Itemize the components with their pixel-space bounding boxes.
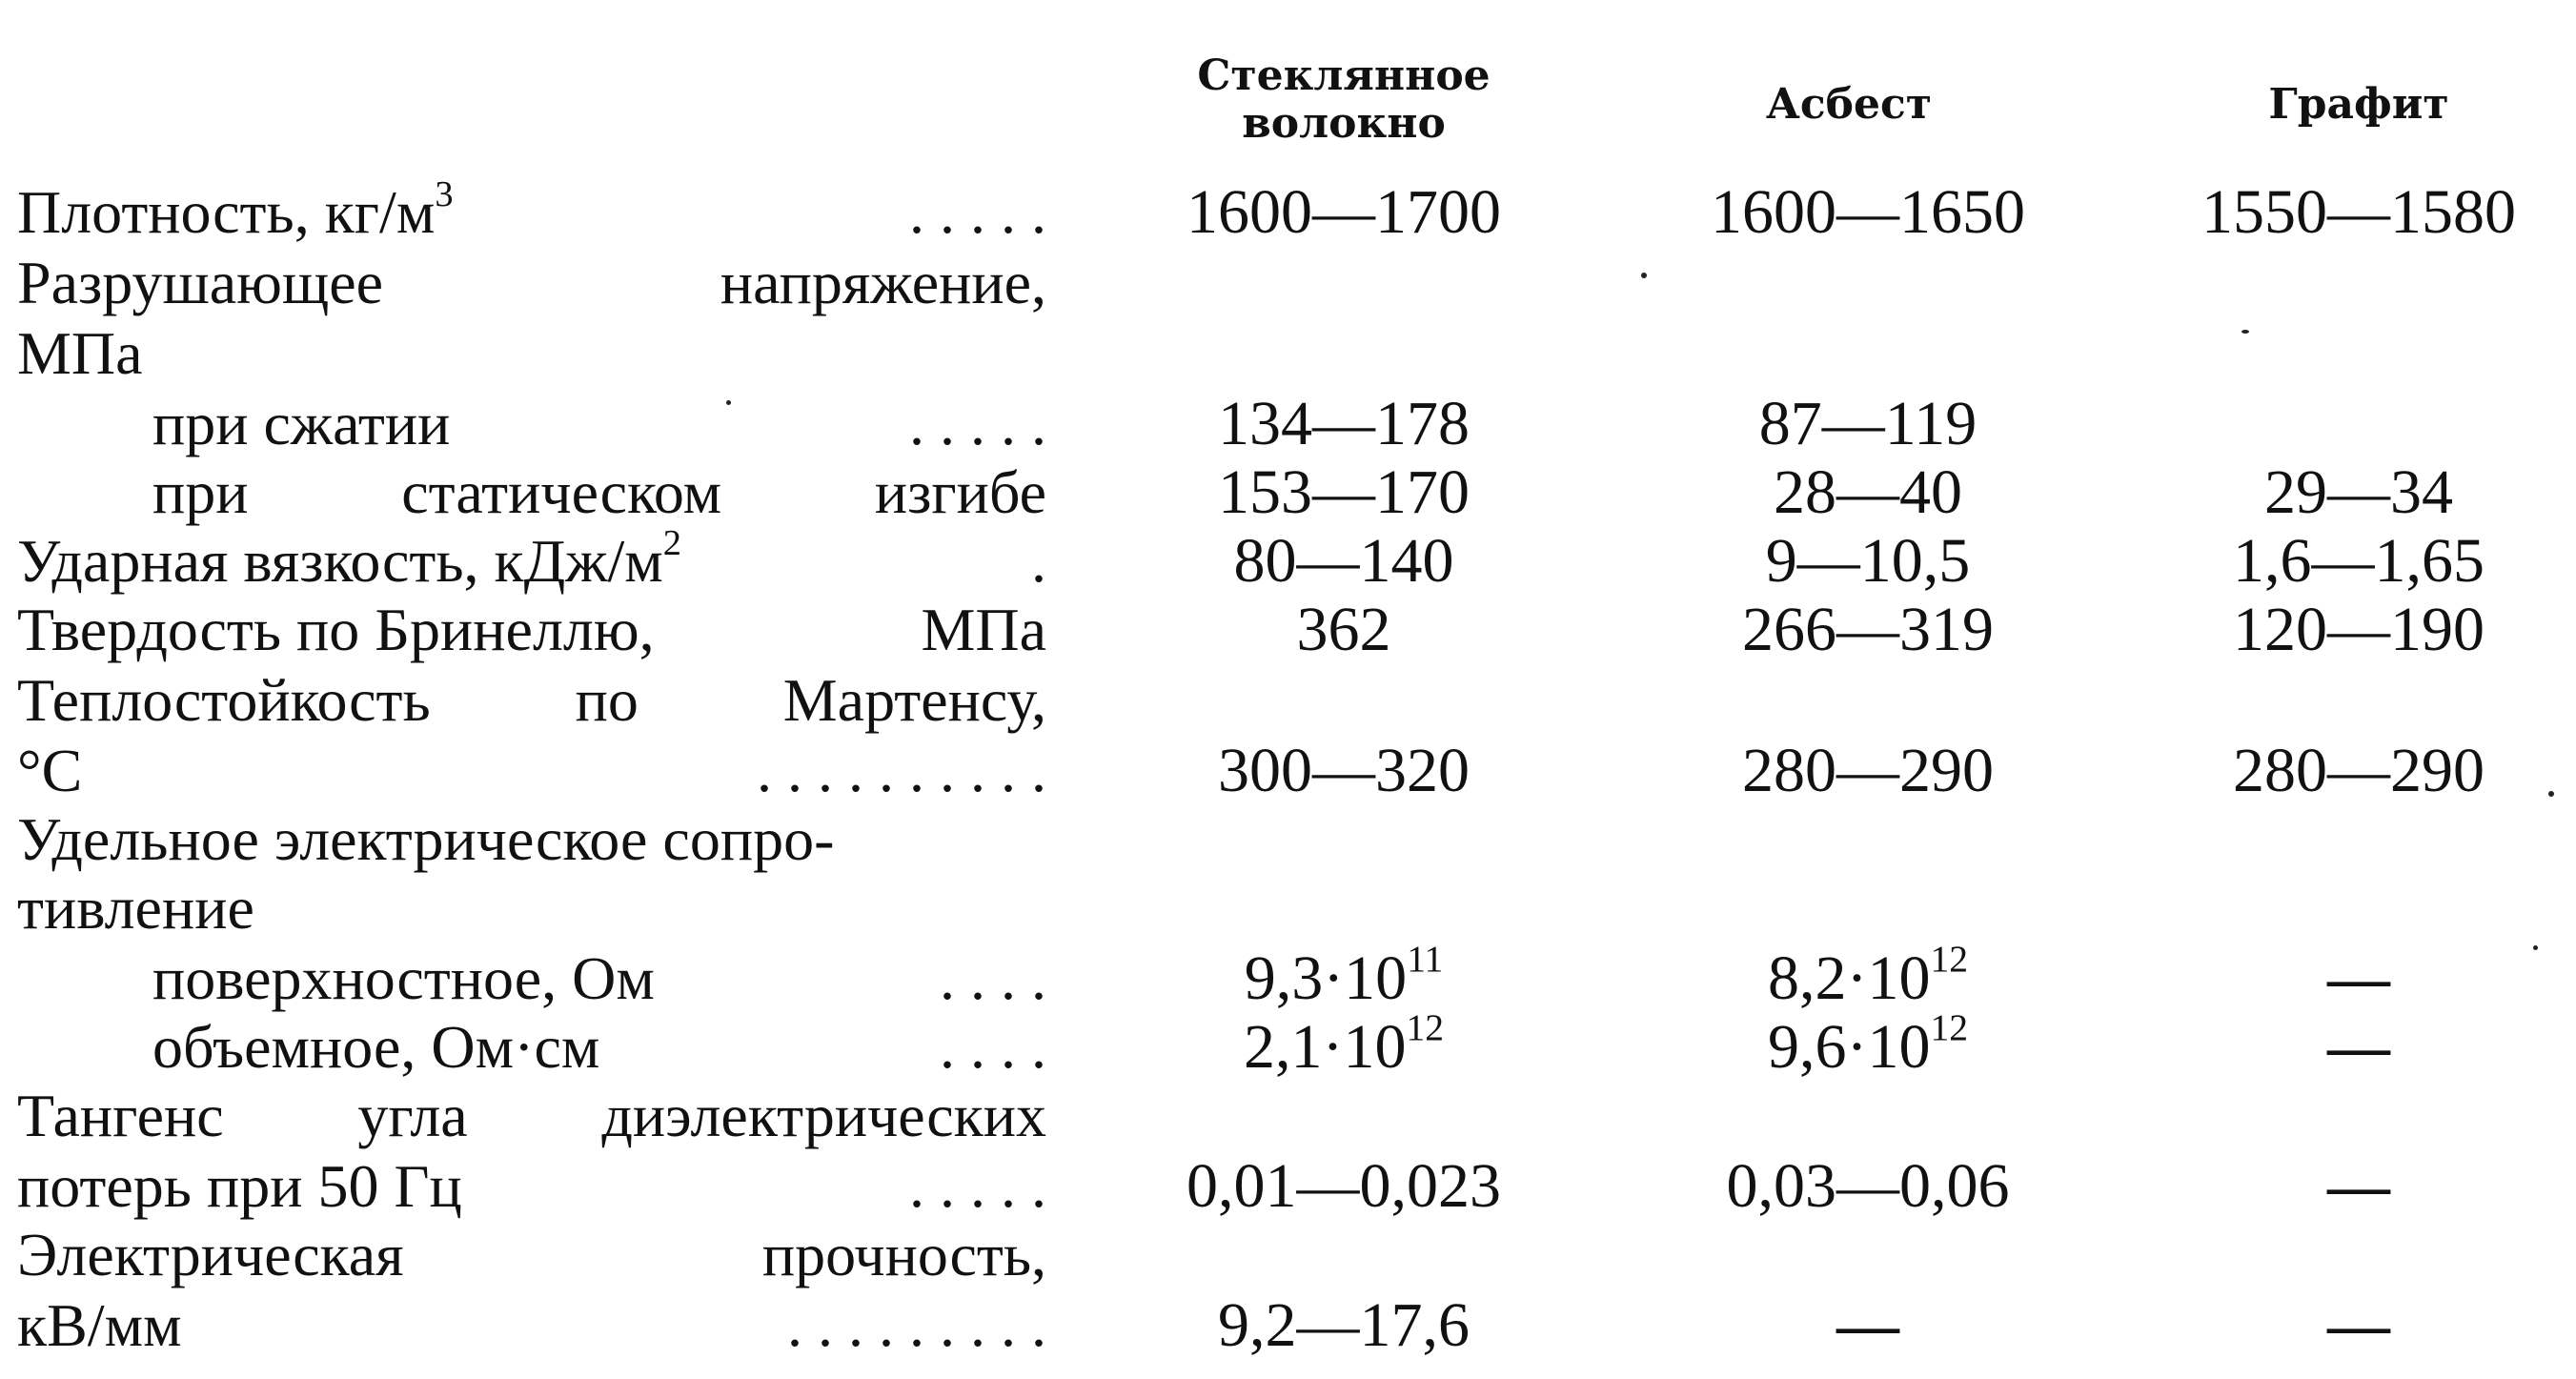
scan-speck xyxy=(2241,330,2249,334)
value-volume-graphite: — xyxy=(2327,1012,2390,1082)
value-electric-strength-asbestos: — xyxy=(1836,1290,1899,1360)
scan-speck xyxy=(726,400,731,405)
label-martens-heat xyxy=(17,667,1046,734)
value-surface-asbestos-base: 8,2·10 xyxy=(1767,943,1931,1013)
value-martens-heat-graphite: 280—290 xyxy=(2233,736,2485,805)
label-dielectric-loss-word2: угла xyxy=(357,1082,468,1149)
value-volume-asbestos-exp: 12 xyxy=(1930,1006,1969,1049)
value-density-asbestos: 1600—1650 xyxy=(1711,177,2025,247)
value-surface-graphite: — xyxy=(2327,943,2390,1013)
label-static-bending xyxy=(152,459,1046,526)
value-impact-strength-graphite: 1,6—1,65 xyxy=(2233,526,2485,596)
scan-speck xyxy=(2548,791,2554,797)
label-resistivity-line1: Удельное электрическое сопро- xyxy=(17,805,835,873)
value-dielectric-loss-asbestos: 0,03—0,06 xyxy=(1726,1151,2010,1221)
label-electric-strength-word1: Электрическая xyxy=(17,1221,404,1288)
label-density-sup: 3 xyxy=(435,173,454,214)
label-martens-heat-word1: Теплостойкость xyxy=(17,666,431,734)
scan-speck xyxy=(1641,273,1647,278)
value-volume-asbestos xyxy=(1620,1006,2116,1082)
label-electric-strength xyxy=(17,1222,1046,1288)
label-dielectric-loss-word3: диэлектрических xyxy=(601,1082,1046,1149)
label-breaking-stress-word1: Разрушающее xyxy=(17,249,384,316)
label-static-bending-word3: изгибе xyxy=(874,458,1046,526)
value-impact-strength-asbestos: 9—10,5 xyxy=(1765,526,1971,596)
leader-dots: . . . . . xyxy=(909,178,1046,246)
label-martens-heat-unit-text: °С xyxy=(17,737,83,804)
label-density xyxy=(17,173,1046,246)
value-compression-glass: 134—178 xyxy=(1218,389,1470,458)
header-glass-line1: Стеклянное xyxy=(1197,51,1491,100)
label-dielectric-loss xyxy=(17,1083,1046,1149)
label-impact-strength-sup: 2 xyxy=(662,522,681,563)
value-dielectric-loss-glass: 0,01—0,023 xyxy=(1187,1151,1501,1221)
value-density-glass: 1600—1700 xyxy=(1187,177,1501,247)
scan-speck xyxy=(2533,945,2538,950)
label-martens-heat-word3: Мартенсу, xyxy=(782,666,1046,734)
label-surface xyxy=(152,945,1046,1012)
value-brinell-hardness-asbestos: 266—319 xyxy=(1742,595,1994,664)
value-static-bending-glass: 153—170 xyxy=(1218,457,1470,527)
label-static-bending-word2: статическом xyxy=(401,458,722,526)
label-electric-strength-unit-text: кВ/мм xyxy=(17,1291,182,1359)
label-dielectric-loss-line2 xyxy=(17,1153,1046,1220)
label-impact-strength-text: Ударная вязкость, кДж/м xyxy=(17,527,663,595)
label-volume xyxy=(152,1014,1046,1081)
value-electric-strength-glass: 9,2—17,6 xyxy=(1218,1290,1470,1360)
leader-dots: . . . . . . . . . xyxy=(787,1291,1046,1359)
value-martens-heat-glass: 300—320 xyxy=(1218,736,1470,805)
header-graphite: Графит xyxy=(2268,80,2449,129)
label-brinell-hardness xyxy=(17,597,1046,663)
value-surface-asbestos-exp: 12 xyxy=(1930,938,1969,981)
value-impact-strength-glass: 80—140 xyxy=(1233,526,1454,596)
label-electric-strength-unit xyxy=(17,1292,1046,1359)
value-brinell-hardness-graphite: 120—190 xyxy=(2233,595,2485,664)
leader-dots: . . . . xyxy=(940,1013,1046,1081)
value-brinell-hardness-glass: 362 xyxy=(1296,595,1391,664)
label-dielectric-loss-line2-text: потерь при 50 Гц xyxy=(17,1152,462,1220)
value-surface-asbestos xyxy=(1620,938,2116,1013)
label-martens-heat-unit xyxy=(17,738,1046,804)
label-brinell-hardness-word2: МПа xyxy=(921,596,1046,663)
leader-dots: . xyxy=(1031,527,1046,595)
header-glass-fiber xyxy=(1125,52,1563,148)
label-density-text: Плотность, кг/м xyxy=(17,178,436,246)
value-volume-asbestos-base: 9,6·10 xyxy=(1767,1012,1931,1082)
label-brinell-hardness-word1: Твердость по Бринеллю, xyxy=(17,596,655,663)
label-static-bending-word1: при xyxy=(152,458,249,526)
label-breaking-stress-word2: напряжение, xyxy=(720,249,1046,316)
value-volume-glass-exp: 12 xyxy=(1406,1006,1445,1049)
value-surface-glass-base: 9,3·10 xyxy=(1244,943,1408,1013)
label-compression xyxy=(152,391,1046,457)
label-dielectric-loss-word1: Тангенс xyxy=(17,1082,224,1149)
label-impact-strength xyxy=(17,522,1046,595)
label-breaking-stress-unit: МПа xyxy=(17,319,143,387)
value-electric-strength-graphite: — xyxy=(2327,1290,2390,1360)
value-surface-glass-exp: 11 xyxy=(1407,938,1444,981)
label-volume-text: объемное, Ом·см xyxy=(152,1013,600,1081)
leader-dots: . . . . xyxy=(940,944,1046,1012)
label-surface-text: поверхностное, Ом xyxy=(152,944,655,1012)
value-dielectric-loss-graphite: — xyxy=(2327,1151,2390,1221)
value-static-bending-asbestos: 28—40 xyxy=(1774,457,1962,527)
value-volume-glass-base: 2,1·10 xyxy=(1243,1012,1407,1082)
value-compression-asbestos: 87—119 xyxy=(1758,389,1978,458)
leader-dots: . . . . . xyxy=(909,390,1046,457)
header-asbestos: Асбест xyxy=(1765,80,1933,129)
label-martens-heat-word2: по xyxy=(575,666,639,734)
label-breaking-stress xyxy=(17,250,1046,316)
value-martens-heat-asbestos: 280—290 xyxy=(1742,736,1994,805)
value-surface-glass xyxy=(1125,938,1563,1013)
leader-dots: . . . . . . . . . . xyxy=(757,737,1046,804)
value-density-graphite: 1550—1580 xyxy=(2201,177,2516,247)
value-static-bending-graphite: 29—34 xyxy=(2264,457,2453,527)
label-electric-strength-word2: прочность, xyxy=(761,1221,1046,1288)
value-volume-glass xyxy=(1125,1006,1563,1082)
leader-dots: . . . . . xyxy=(909,1152,1046,1220)
label-compression-text: при сжатии xyxy=(152,390,451,457)
label-resistivity-line2: тивление xyxy=(17,874,254,942)
header-glass-line2: волокно xyxy=(1242,99,1446,148)
